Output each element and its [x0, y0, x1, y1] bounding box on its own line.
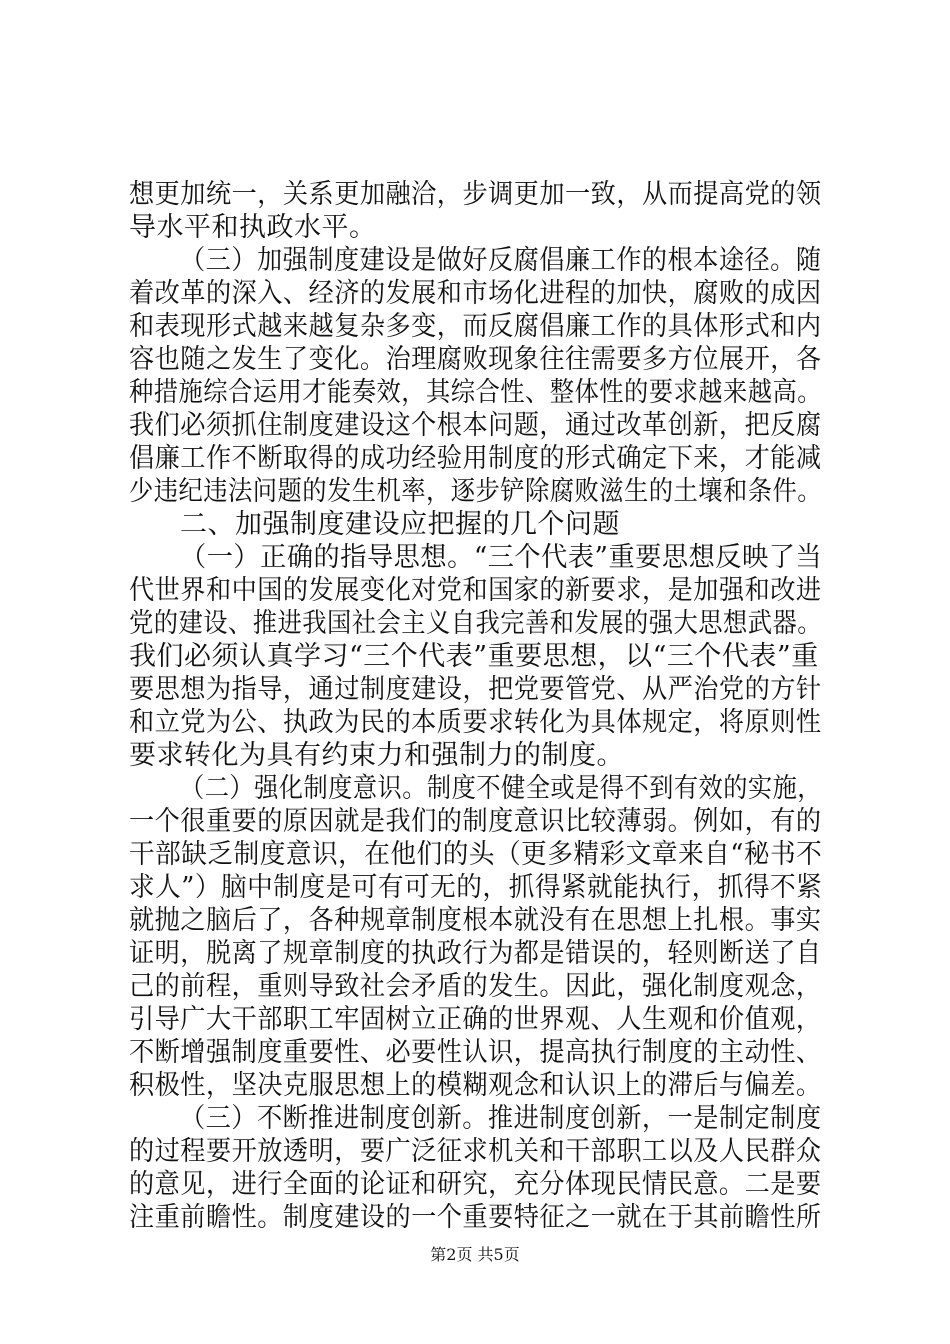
text-line: 积极性，坚决克服思想上的模糊观念和认识上的滞后与偏差。 — [129, 1070, 822, 1101]
text-line: 一个很重要的原因就是我们的制度意识比较薄弱。例如，有的 — [129, 806, 822, 837]
page-number-footer: 第2页 共5页 — [430, 1245, 520, 1264]
text-line: 的过程要开放透明，要广泛征求机关和干部职工以及人民群众 — [129, 1136, 822, 1167]
text-line: 和表现形式越来越复杂多变，而反腐倡廉工作的具体形式和内 — [129, 311, 822, 342]
text-line: 引导广大干部职工牢固树立正确的世界观、人生观和价值观， — [129, 1004, 822, 1035]
paragraph-start-line: （三）加强制度建设是做好反腐倡廉工作的根本途径。随 — [180, 245, 822, 276]
paragraph-start-line: （一）正确的指导思想。“三个代表”重要思想反映了当 — [180, 542, 823, 573]
text-line: 我们必须认真学习“三个代表”重要思想，以“三个代表”重 — [129, 641, 819, 672]
text-line: 倡廉工作不断取得的成功经验用制度的形式确定下来，才能减 — [129, 443, 822, 474]
text-line: 证明，脱离了规章制度的执政行为都是错误的，轻则断送了自 — [129, 938, 822, 969]
text-line: 党的建设、推进我国社会主义自我完善和发展的强大思想武器。 — [129, 608, 822, 639]
text-line: 不断增强制度重要性、必要性认识，提高执行制度的主动性、 — [129, 1037, 822, 1068]
text-line: 就抛之脑后了，各种规章制度根本就没有在思想上扎根。事实 — [129, 905, 822, 936]
text-line: 要求转化为具有约束力和强制力的制度。 — [129, 740, 624, 771]
section-heading: 二、加强制度建设应把握的几个问题 — [180, 509, 620, 540]
text-line: 少违纪违法问题的发生机率，逐步铲除腐败滋生的土壤和条件。 — [129, 476, 822, 507]
text-line: 干部缺乏制度意识，在他们的头（更多精彩文章来自“秘书不 — [129, 839, 823, 870]
text-line: 求人”）脑中制度是可有可无的，抓得紧就能执行，抓得不紧 — [129, 872, 823, 903]
paragraph-start-line: （三）不断推进制度创新。推进制度创新，一是制定制度 — [180, 1103, 822, 1134]
text-line: 容也随之发生了变化。治理腐败现象往往需要多方位展开，各 — [129, 344, 822, 375]
text-line: 代世界和中国的发展变化对党和国家的新要求，是加强和改进 — [129, 575, 822, 606]
text-line: 着改革的深入、经济的发展和市场化进程的加快，腐败的成因 — [129, 278, 822, 309]
paragraph-start-line: （二）强化制度意识。制度不健全或是得不到有效的实施， — [180, 773, 822, 804]
text-line: 想更加统一，关系更加融洽，步调更加一致，从而提高党的领 — [129, 179, 822, 210]
text-line: 种措施综合运用才能奏效，其综合性、整体性的要求越来越高。 — [129, 377, 822, 408]
text-line: 我们必须抓住制度建设这个根本问题，通过改革创新，把反腐 — [129, 410, 822, 441]
text-line: 和立党为公、执政为民的本质要求转化为具体规定，将原则性 — [129, 707, 822, 738]
text-line: 的意见，进行全面的论证和研究，充分体现民情民意。二是要 — [129, 1169, 822, 1200]
text-line: 注重前瞻性。制度建设的一个重要特征之一就在于其前瞻性所 — [129, 1202, 822, 1233]
text-line: 要思想为指导，通过制度建设，把党要管党、从严治党的方针 — [129, 674, 822, 705]
text-line: 导水平和执政水平。 — [129, 212, 377, 243]
text-line: 己的前程，重则导致社会矛盾的发生。因此，强化制度观念， — [129, 971, 822, 1002]
